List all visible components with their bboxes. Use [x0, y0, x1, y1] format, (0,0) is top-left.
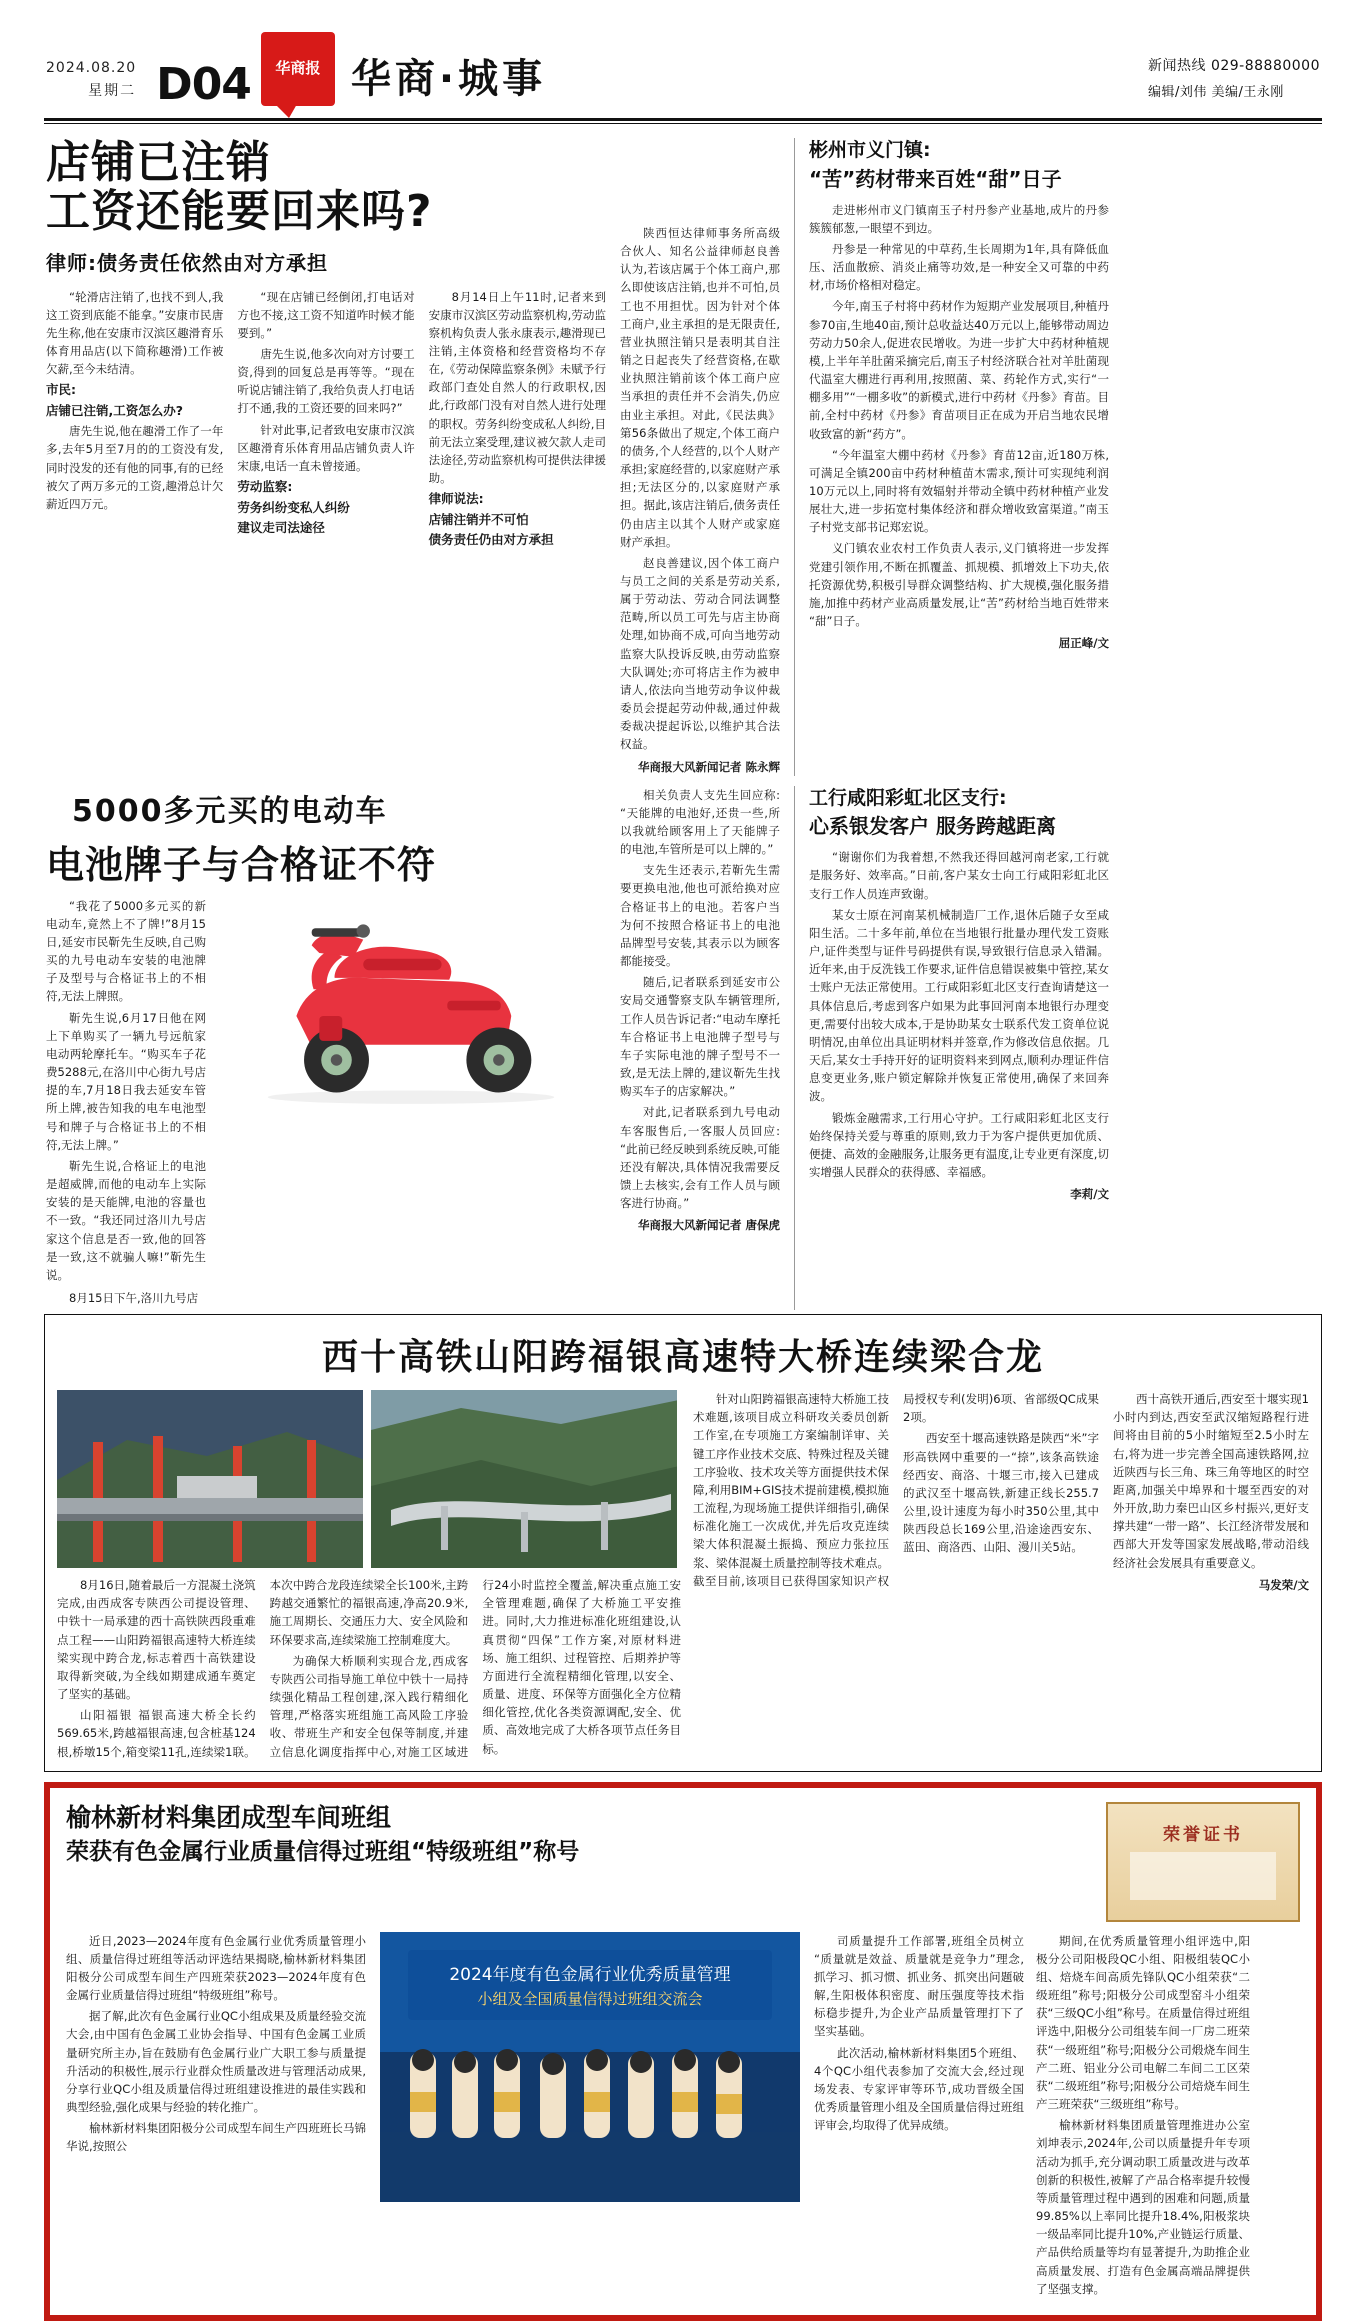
paragraph: 靳先生说,合格证上的电池是超威牌,而他的电动车上实际安装的是天能牌,电池的容量也不一致。“我还同过洛川九号店家这个信息是否一致,他的回答是一致,这不就骗人嘛!”靳先生说。	[46, 1158, 206, 1282]
story6-body-right	[814, 1932, 1254, 2301]
news-hotline: 新闻热线 029-88880000	[1148, 58, 1320, 74]
paragraph: 走进彬州市义门镇南玉子村丹参产业基地,成片的丹参簇簇郁葱,一眼望不到边。	[809, 202, 1109, 235]
story1-continuation	[620, 138, 780, 776]
paragraph: 支先生还表示,若靳先生需要更换电池,他也可派给换对应合格证书上的电池。若客户当为何不按照合格证书上的电池品牌型号安装,其表示以为顾客都能接受。	[620, 863, 780, 969]
story4-body-col2	[620, 786, 780, 1310]
masthead	[0, 0, 1366, 118]
paragraph: 期间,在优秀质量管理小组评选中,阳极分公司阳极段QC小组、阳极组装QC小组、焙烧车间高质先锋队QC小组荣获“二级班组”称号;阳极分公司成型窑斗小组荣获“三级QC小组”称号。在质量信得过班组评选中,阳极分公司组装车间一厂房二班荣获“一级班组”称号;阳极分公司煅烧车间生产二班、铝业分公司电解二车间二工区荣获“二级班组”称号;阳极分公司焙烧车间生产三班荣获“三级班组”称号。	[1036, 1933, 1250, 2112]
paragraph: 锻炼金融需求,工行用心守护。工行咸阳彩虹北区支行始终保持关爱与尊重的原则,致力于为客户提供更加优质、便捷、高效的金融服务,让服务更有温度,让专业更有深度,切实增强人民群众的获得感、幸福感。	[809, 1110, 1109, 1179]
paragraph: 榆林新材料集团质量管理推进办公室刘坤表示,2024年,公司以质量提升年专项活动为抓手,充分调动职工质量改进与改革创新的积极性,被解了产品合格率提升较慢等质量管理过程中遇到的困难和问题,质量99.85%以上率同比提升18.4%,阳极浆块一级品率同比提升10%,产业链运行质量、产品供给质量等均有显著提升,为助推企业高质量发展、打造有色金属高端品牌提供了坚强支撑。	[1036, 2118, 1250, 2296]
story1-subhead-lawyer2: 店铺注销并不可怕	[428, 511, 529, 527]
story2-byline: 屈正峰/文	[1058, 636, 1109, 651]
bridge-aerial-photo	[371, 1390, 677, 1568]
paragraph: 8月16日,随着最后一方混凝土浇筑完成,由西成客专陕西公司提设管理、中铁十一局承建的西十高铁陕西段重难点工程——山阳跨福银高速特大桥连续梁实现中跨合龙,标志着西十高铁建设取得新突破,为全线如期建成通车奠定了坚实的基础。	[57, 1578, 256, 1702]
paragraph: 相关负责人支先生回应称:“天能牌的电池好,还贵一些,所以我就给顾客用上了天能牌子的电池,车管所是可以上牌的。”	[620, 787, 780, 857]
paragraph: 对此,记者联系到九号电动车客服售后,一客服人员回应:“此前已经反映到系统反映,可能还没有解决,具体情况我需要反馈上去核实,会有工作人员与顾客进行协商。”	[620, 1105, 780, 1211]
paragraph: “现在店铺已经倒闭,打电话对方也不接,这工资不知道咋时候才能要到。”	[237, 289, 415, 340]
paragraph: 西安至十堰高速铁路是陕西“米”字形高铁网中重要的一“捺”,该条高铁途经西安、商洛、十堰三市,接入已建成的武汉至十堰高铁,新建正线长255.7公里,设计速度为每小时350公里,其中陕西段总长169公里,沿途途西安东、蓝田、商洛西、山阳、漫川关5站。	[903, 1431, 1099, 1555]
story6-headline-line2: 荣获有色金属行业质量信得过班组“特级班组”称号	[66, 1839, 580, 1866]
story2-kicker: 彬州市义门镇:	[809, 139, 931, 161]
publication-date: 2024.08.20	[46, 60, 137, 76]
story1-subhead-citizen: 市民:	[46, 382, 76, 398]
story4-body-col1-cont	[46, 1289, 606, 1307]
paragraph: “轮滑店注销了,也找不到人,我这工资到底能不能拿。”安康市民唐先生称,他在安康市汉滨区趣滑育乐体育用品店(以下简称趣滑)工作被欠薪,至今未结清。	[46, 289, 224, 377]
right-column-top	[794, 138, 1109, 776]
story1-byline: 华商报大风新闻记者 陈永辉	[637, 759, 780, 774]
certificate-title: 荣誉证书	[1163, 1824, 1243, 1845]
paragraph: 此次活动,榆林新材料集团5个班组、4个QC小组代表参加了交流大会,经过现场发表、专家评审等环节,成功晋级全国优秀质量管理小组及全国质量信得过班组评审会,均取得了优异成绩。	[814, 2045, 1024, 2133]
paragraph: “今年温室大棚中药材《丹参》育苗12亩,近180万株,可满足全镇200亩中药材种植苗木需求,预计可实现纯利润10万元以上,同时将有效辐射并带动全镇中药材种植产业发展壮大,进一步拓宽村集体经济和群众增收致富渠道。”南玉子村党支部书记郑宏说。	[809, 447, 1109, 535]
svg-text:小组及全国质量信得过班组交流会: 小组及全国质量信得过班组交流会	[477, 1989, 703, 2008]
honor-certificate-photo	[1106, 1802, 1300, 1922]
bridge-photo-art	[57, 1390, 363, 1568]
certificate-body	[1130, 1852, 1276, 1900]
top-section	[0, 124, 1366, 776]
newspaper-logo	[261, 32, 335, 106]
story1-body	[46, 288, 606, 549]
paragraph: 8月14日上午11时,记者来到安康市汉滨区劳动监察机构,劳动监察机构负责人张永康表示,趣滑现已注销,主体资格和经营资格均不存在,《劳动保障监察条例》未赋予行政部门查处自然人的行政职权,因此,行政部门没有对自然人进行处理的职权。劳务纠纷变成私人纠纷,目前无法立案受理,建议被欠款人走司法途径,劳动监察机构可提供法律援助。	[428, 289, 606, 486]
story-bridge	[44, 1314, 1322, 1772]
paragraph: 针对此事,记者致电安康市汉滨区趣滑育乐体育用品店铺负责人许宋康,电话一直未曾接通。	[237, 422, 415, 473]
red-scooter-icon	[220, 899, 602, 1114]
paragraph: 西十高铁开通后,西安至十堰实现1小时内到达,西安至武汉缩短路程行进间将由目前的5小时缩短至2.5小时左右,将为进一步完善全国高速铁路网,拉近陕西与长三角、珠三角等地区的时空距离,加强关中埠界和十堰至西安的对外开放,助力秦巴山区乡村振兴,更好支撑共建“一带一路”、长江经济带发展和西部大开发等国家发展战略,带动沿线经济社会发展具有重要意义。	[1113, 1392, 1309, 1570]
story1-subhead-inspection3: 建议走司法途径	[237, 520, 325, 536]
story1-subhead-lawyer: 律师说法:	[428, 491, 484, 507]
bridge-construction-photo	[57, 1390, 363, 1568]
story4-body-col1	[46, 897, 206, 1287]
paragraph: “谢谢你们为我着想,不然我还得回越河南老家,工行就是服务好、效率高。”日前,客户某女士向工行咸阳彩虹北区支行工作人员连声致谢。	[809, 850, 1109, 901]
paragraph: 8月15日下午,洛川九号店	[69, 1290, 199, 1305]
masthead-rule	[44, 118, 1322, 121]
logo-tail-shape	[275, 104, 297, 118]
story3-kicker: 工行咸阳彩虹北区支行:	[809, 786, 1007, 809]
story-wage-refund	[46, 138, 606, 776]
paragraph: 义门镇农业农村工作负责人表示,义门镇将进一步发挥党建引领作用,不断在抓覆盖、抓规模、抓增效上下功夫,依托资源优势,积极引导群众调整结构、扩大规模,强化服务措施,加推中药材产业高质量发展,让“苦”药材给当地百姓带来“甜”日子。	[809, 541, 1109, 629]
paragraph: 赵良善建议,因个体工商户与员工之间的关系是劳动关系,属于劳动法、劳动合同法调整范畴,所以员工可先与店主协商处理,如协商不成,可向当地劳动监察大队投诉反映,由劳动监察大队调处;亦可将店主作为被申请人,依法向当地劳动争议仲裁委员会提起劳动仲裁,通过仲裁委裁决提起诉讼,以维护其合法权益。	[620, 555, 780, 752]
story1-subhead-citizen2: 店铺已注销,工资怎么办?	[46, 402, 183, 418]
page-number: D04	[156, 59, 251, 110]
story3-headline: 心系银发客户 服务跨越距离	[809, 814, 1056, 839]
publication-weekday: 星期二	[88, 83, 137, 99]
logo-text: 华商报	[275, 59, 321, 78]
story3-body	[809, 848, 1109, 1203]
paragraph: 榆林新材料集团阳极分公司成型车间生产四班班长马锦华说,按照公	[66, 2121, 366, 2154]
paragraph: 近日,2023—2024年度有色金属行业优秀质量管理小组、质量信得过班组等活动评选结果揭晓,榆林新材料集团阳极分公司成型车间生产四班荣获2023—2024年度有色金属行业质量信得过班组“特级班组”称号。	[66, 1933, 366, 2003]
story6-body-mid	[814, 1932, 1024, 2301]
ceremony-photo-art	[380, 1932, 800, 2202]
story5-body-left	[57, 1576, 681, 1761]
ebike-section	[0, 776, 1366, 1310]
story4-kicker: 5000多元买的电动车	[72, 793, 388, 829]
paragraph: 随后,记者联系到延安市公安局交通警察支队车辆管理所,工作人员告诉记者:“电动车摩托车合格证书上电池牌子型号与车子实际电池的牌子型号不一致,是无法上牌的,建议靳先生找购买车子的店家解决。”	[620, 975, 780, 1099]
story1-subhead-lawyer3: 债务责任仍由对方承担	[428, 532, 554, 548]
story1-headline-line2: 工资还能要回来吗?	[46, 186, 433, 238]
story4-byline: 华商报大风新闻记者 唐保虎	[637, 1218, 780, 1233]
story6-body-left	[66, 1932, 366, 2301]
section-title: 华商·城事	[350, 56, 547, 102]
story3-byline: 李莉/文	[1070, 1187, 1109, 1202]
masthead-date-block	[46, 60, 136, 112]
scooter-illustration	[220, 899, 602, 1109]
story1-subhead-inspection2: 劳务纠纷变私人纠纷	[237, 499, 350, 515]
paragraph: 某女士原在河南某机械制造厂工作,退休后随子女至咸阳生活。二十多年前,单位在当地银行批量办理代发工资账户,证件类型与证件号码提供有误,导致银行信息录入错漏。近年来,由于反洗钱工作要求,证件信息错误被集中管控,某女士账户无法正常使用。工行咸阳彩虹北区支行查询请楚这一具体信息后,考虑到客户如果为此事回河南本地银行办理变更,需要付出较大成本,于是协助某女士联系代发工资单位说明情况,由单位出具证明材料并签章,作为修改信息依据。几天后,某女士手持开好的证明资料来到网点,顺利办理证件信息变更业务,账户锁定解除并恢复正常使用,确保了来回奔波。	[809, 907, 1109, 1104]
paragraph: 陕西恒达律师事务所高级合伙人、知名公益律师赵良善认为,若该店属于个体工商户,那么即使该店注销,也并不可怕,员工也不用担忧。因为针对个体工商户,业主承担的是无限责任,营业执照注销只是表明其自注销之日起丧失了经营资格,在歇业执照注销前该个体工商户应当承担的责任并不会消失,仍应由业主承担。对此,《民法典》第56条做出了规定,个体工商户的债务,个人经营的,以个人财产承担;家庭经营的,以家庭财产承担;无法区分的,以家庭财产承担。据此,该店注销后,债务责任仍由店主以其个人财产或家庭财产承担。	[620, 226, 780, 549]
paragraph: 唐先生说,他多次向对方讨要工资,得到的回复总是再等等。“现在听说店铺注销了,我给负责人打电话打不通,我的工资还要的回来吗?”	[237, 347, 415, 416]
bridge-aerial-art	[371, 1390, 677, 1568]
story-yulin-feature	[44, 1782, 1322, 2321]
paragraph: 司质量提升工作部署,班组全员树立“质量就是效益、质量就是竞争力”理念,抓学习、抓习惯、抓业务、抓突出问题破解,生阳极体积密度、耐压强度等技术指标稳步提升,为企业产品质量管理打下了坚实基础。	[814, 1933, 1024, 2039]
story4-headline: 电池牌子与合格证不符	[46, 842, 437, 887]
paragraph: 靳先生说,6月17日他在网上下单购买了一辆九号远航家电动两轮摩托车。“购买车子花费5288元,在洛川中心街九号店提的车,7月18日我去延安车管所上牌,被告知我的电车电池型号和牌子与合格证书上的不相符,无法上牌。”	[46, 1010, 206, 1152]
story5-byline: 马发荣/文	[1258, 1577, 1309, 1592]
paragraph: 丹参是一种常见的中草药,生长周期为1年,具有降低血压、活血散瘀、消炎止痛等功效,是一种安全又可靠的中药材,市场价格相对稳定。	[809, 241, 1109, 293]
paragraph: 据了解,此次有色金属行业QC小组成果及质量经验交流大会,由中国有色金属工业协会指导、中国有色金属工业质量研究所主办,旨在鼓励有色金属行业广大职工参与质量提升活动的积极性,展示行业群众性质量改进与管理活动成果,分享行业QC小组及质量信得过班组建设推进的最佳实践和典型经验,强化成果与经验的转化推广。	[66, 2009, 366, 2115]
story1-subheadline: 律师:债务责任依然由对方承担	[46, 250, 328, 275]
story2-headline: “苦”药材带来百姓“甜”日子	[809, 166, 1062, 191]
paragraph: 为确保大桥顺利实现合龙,西成客专陕西公司指导施工单位中铁十一局持续强化精品工程创建,深入践行精细化管理,严格落实班组施工高风险工序验收、带班生产和安全包保等制度,并建立信息化调度指挥中心,对施工区域进行24小时监控全覆盖,解决重点施工安全管理难题,确保了大桥施工平安推进。同时,大力推进标准化班组建设,认真贯彻“四保”工作方案,对原材料进场、施工组织、过程管控、后期养护等方面进行全流程精细化管理,以安全、质量、进度、环保等方面强化全方位精细化管控,优化各类资源调配,安全、优质、高效地完成了大桥各项节点任务目标。	[269, 1578, 681, 1759]
masthead-contact-block	[1148, 55, 1320, 112]
story1-subhead-inspection: 劳动监察:	[237, 479, 293, 495]
paragraph: 山阳福银 福银高速大桥全长约569.65米,跨越福银高速,包含桩基124根,桥墩15个,箱变梁11孔,连续梁1联。本次中跨合龙段连续梁全长100米,主跨跨越交通繁忙的福银高速,净高20.9米,施工周期长、交通压力大、安全风险和环保要求高,连续梁施工控制难度大。	[57, 1578, 469, 1759]
paragraph: 今年,南玉子村将中药材作为短期产业发展项目,种植丹参70亩,生地40亩,预计总收益达40万元以上,能够带动周边劳动力50余人,促进农民增收。为进一步扩大中药材种植规模,上半年羊肚菌采摘完后,南玉子村经济联合社对羊肚菌现代温室大棚进行再利用,按照菌、菜、药轮作方式,实行“一棚多用”“一棚多收”的新模式,进行中药材《丹参》育苗。目前,全村中药材《丹参》育苗项目正在成为开启当地农民增收致富的新“药方”。	[809, 299, 1109, 441]
story5-body-right	[693, 1390, 1309, 1761]
paragraph: “我花了5000多元买的新电动车,竟然上不了牌!”8月15日,延安市民靳先生反映,自己购买的九号电动车安装的电池牌子及型号与合格证书上的不相符,无法上牌照。	[46, 898, 206, 1004]
story5-headline: 西十高铁山阳跨福银高速特大桥连续梁合龙	[321, 1337, 1044, 1379]
award-ceremony-photo	[380, 1932, 800, 2202]
editors-credit: 编辑/刘伟 美编/王永刚	[1148, 85, 1284, 100]
story6-headline-line1: 榆林新材料集团成型车间班组	[66, 1802, 392, 1832]
story6-body-far-right	[1036, 1932, 1250, 2301]
bridge-photo-group	[57, 1390, 677, 1568]
award-ceremony-photo-wrap	[380, 1932, 800, 2301]
paragraph: 针对山阳跨福银高速特大桥施工技术难题,该项目成立科研攻关委员创新工作室,在专项施工方案编制详审、关键工序作业技术交底、特殊过程及关键工序验收、技术攻关等方面提供技术保障,利用BIM+GIS技术提前建模,模拟施工流程,为现场施工提供详细指引,确保标准化施工一次成优,并先后攻克连续梁大体积混凝土振捣、预应力张拉压浆、梁体混凝土质量控制等技术难点。截至目前,该项目已获得国家知识产权局授权专利(发明)6项、省部级QC成果2项。	[693, 1392, 1099, 1588]
right-column-bottom	[794, 786, 1109, 1310]
paragraph: 唐先生说,他在趣滑工作了一年多,去年5月至7月的的工资没有发,同时没发的还有他的同事,有的已经被欠了两万多元的工资,趣滑总计欠薪近四万元。	[46, 424, 224, 511]
svg-text:2024年度有色金属行业优秀质量管理: 2024年度有色金属行业优秀质量管理	[449, 1964, 731, 1985]
story2-body	[809, 201, 1109, 653]
story1-headline-line1: 店铺已注销	[46, 137, 271, 188]
story-ebike	[46, 786, 606, 1310]
